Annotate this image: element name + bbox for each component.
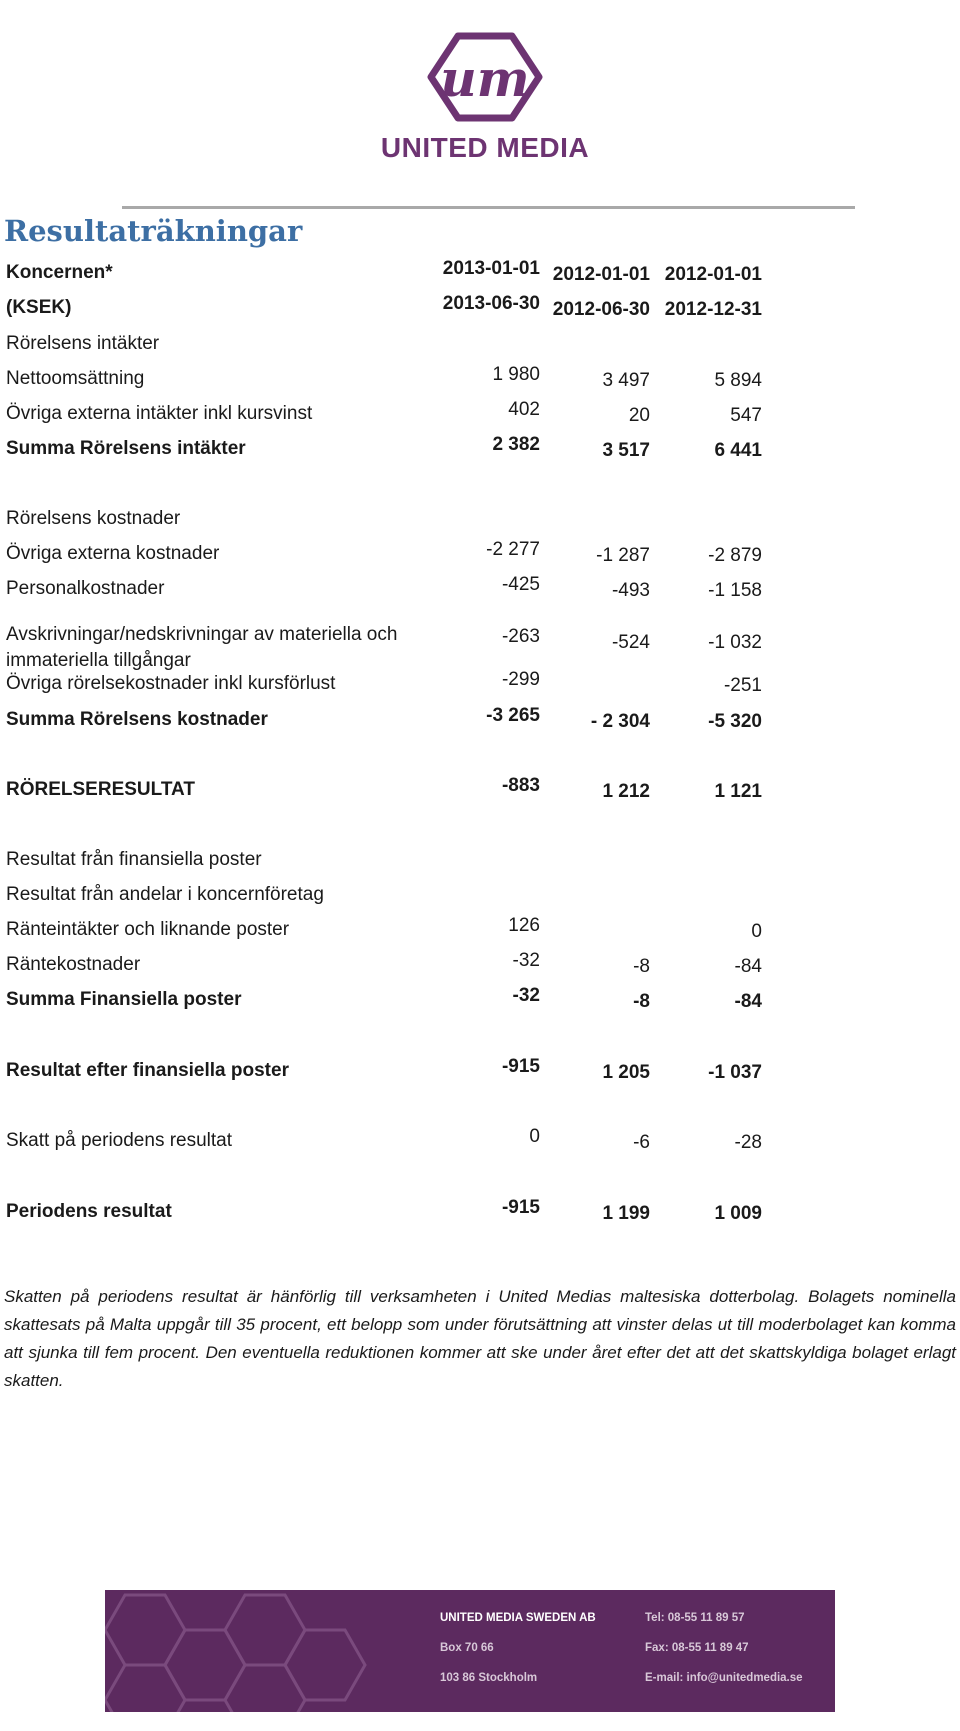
table-row <box>0 669 780 701</box>
footer-banner <box>105 1590 835 1712</box>
row-label-text: Personalkostnader <box>6 578 165 599</box>
row-label <box>6 1060 289 1082</box>
table-row <box>0 705 780 737</box>
row-label <box>6 673 335 695</box>
table-row <box>0 880 780 912</box>
row-label <box>6 297 71 319</box>
footer-fax: Fax: 08-55 11 89 47 <box>645 1642 749 1654</box>
value-cell: -1 158 <box>708 580 762 601</box>
row-label <box>6 919 289 941</box>
row-label-text: Övriga externa intäkter inkl kursvinst <box>6 403 313 424</box>
value-cell: -251 <box>723 675 762 696</box>
value-cell: 3 517 <box>602 440 650 461</box>
table-row <box>0 624 780 671</box>
svg-text:um: um <box>440 49 530 108</box>
value-cell: -5 320 <box>708 711 762 732</box>
row-label-text: Periodens resultat <box>6 1201 172 1222</box>
table-row <box>0 915 780 947</box>
row-label-text: RÖRELSERESULTAT <box>6 779 195 800</box>
table-header-row <box>0 258 780 290</box>
value-cell: -883 <box>501 775 540 796</box>
value-cell: 1 121 <box>714 781 762 802</box>
value-cell: 3 497 <box>602 370 650 391</box>
tax-footnote: Skatten på periodens resultat är hänförlig till verksamheten i United Medias maltesiska dotterbolag. Bolagets nominella skattesats på Malta uppgår till 35 procent, ett belopp som under förutsättning att vinster delas ut till moderbolaget kan komma att sjunka till fem procent. Den eventuella reduktionen kommer att ske under året efter det att det skattskyldiga bolaget erlagt skatten. <box>4 1287 956 1390</box>
table-header-row <box>0 293 780 325</box>
footer-company: UNITED MEDIA SWEDEN AB <box>440 1612 596 1624</box>
table-row <box>0 950 780 982</box>
value-cell: 1 980 <box>492 364 540 385</box>
value-cell: -8 <box>633 991 650 1012</box>
value-cell: -32 <box>512 985 540 1006</box>
value-cell: -1 287 <box>596 545 650 566</box>
page-title: Resultaträkningar <box>4 214 303 248</box>
value-cell: 1 199 <box>602 1203 650 1224</box>
table-row <box>0 539 780 571</box>
value-cell: -915 <box>501 1197 540 1218</box>
row-label <box>6 989 241 1011</box>
row-label-text: Skatt på periodens resultat <box>6 1130 233 1151</box>
row-label-text: Summa Finansiella poster <box>6 989 242 1010</box>
row-label-text: Ränteintäkter och liknande poster <box>6 919 290 940</box>
value-cell: -493 <box>611 580 650 601</box>
table-row <box>0 775 780 807</box>
value-cell: -3 265 <box>486 705 540 726</box>
row-label <box>6 1130 232 1152</box>
row-label-text: Nettoomsättning <box>6 368 145 389</box>
value-cell: 1 212 <box>602 781 650 802</box>
row-label <box>6 578 164 600</box>
row-label-text: Avskrivningar/nedskrivningar av materiella och <box>6 624 398 645</box>
value-cell: -2 879 <box>708 545 762 566</box>
row-label-text: Rörelsens kostnader <box>6 508 181 529</box>
row-label <box>6 709 268 731</box>
table-row <box>0 845 780 877</box>
value-cell: -299 <box>501 669 540 690</box>
value-cell: 2 382 <box>492 434 540 455</box>
value-cell: 2012-12-31 <box>664 299 762 320</box>
row-label-text: Övriga externa kostnader <box>6 543 220 564</box>
table-row <box>0 985 780 1017</box>
value-cell: 2012-06-30 <box>552 299 650 320</box>
footer-email: E-mail: info@unitedmedia.se <box>645 1672 803 1684</box>
value-cell: 126 <box>508 915 540 936</box>
row-label <box>6 884 324 906</box>
table-row <box>0 364 780 396</box>
value-cell: -32 <box>512 950 540 971</box>
value-cell: -1 032 <box>708 632 762 653</box>
row-label <box>6 508 180 530</box>
value-cell: -8 <box>633 956 650 977</box>
row-label-text: Summa Rörelsens intäkter <box>6 438 246 459</box>
row-label-text: Resultat från finansiella poster <box>6 849 262 870</box>
value-cell: -28 <box>734 1132 762 1153</box>
row-label-text: Räntekostnader <box>6 954 141 975</box>
value-cell: -263 <box>501 626 540 647</box>
value-cell: 0 <box>529 1126 540 1147</box>
row-label <box>6 622 397 674</box>
table-row <box>0 574 780 606</box>
value-cell: -6 <box>633 1132 650 1153</box>
table-row <box>0 1197 780 1229</box>
row-label <box>6 333 159 355</box>
value-cell: 2013-01-01 <box>442 258 540 279</box>
row-label-text: (KSEK) <box>6 297 72 318</box>
row-label <box>6 262 113 284</box>
value-cell: 20 <box>628 405 650 426</box>
row-label <box>6 779 195 801</box>
footer-city: 103 86 Stockholm <box>440 1672 538 1684</box>
value-cell: 547 <box>730 405 762 426</box>
value-cell: 402 <box>508 399 540 420</box>
footer-tel: Tel: 08-55 11 89 57 <box>645 1612 745 1624</box>
row-label-text: Övriga rörelsekostnader inkl kursförlust <box>6 673 336 694</box>
value-cell: - 2 304 <box>590 711 650 732</box>
row-label-text: Summa Rörelsens kostnader <box>6 709 268 730</box>
footer-box: Box 70 66 <box>440 1642 494 1654</box>
value-cell: -1 037 <box>708 1062 762 1083</box>
united-media-logo <box>370 30 600 170</box>
value-cell: 1 009 <box>714 1203 762 1224</box>
row-label <box>6 1201 172 1223</box>
row-label <box>6 954 140 976</box>
table-row <box>0 329 780 361</box>
value-cell: -84 <box>734 991 762 1012</box>
row-label-text: immateriella tillgångar <box>6 650 191 671</box>
value-cell: 6 441 <box>714 440 762 461</box>
value-cell: 1 205 <box>602 1062 650 1083</box>
value-cell: -2 277 <box>486 539 540 560</box>
value-cell: -84 <box>734 956 762 977</box>
table-row <box>0 1056 780 1088</box>
row-label <box>6 849 262 871</box>
header-divider <box>122 206 855 209</box>
value-cell: 2013-06-30 <box>442 293 540 314</box>
value-cell: 0 <box>751 921 762 942</box>
row-label <box>6 403 312 425</box>
row-label-text: Resultat från andelar i koncernföretag <box>6 884 324 905</box>
hexagon-logo-icon <box>420 30 550 125</box>
value-cell: -915 <box>501 1056 540 1077</box>
row-label <box>6 543 219 565</box>
value-cell: -524 <box>611 632 650 653</box>
hexagon-pattern-icon <box>105 1590 405 1712</box>
value-cell: -425 <box>501 574 540 595</box>
brand-name: UNITED MEDIA <box>380 132 590 163</box>
row-label <box>6 368 144 390</box>
table-row <box>0 1126 780 1158</box>
row-label <box>6 438 246 460</box>
value-cell: 5 894 <box>714 370 762 391</box>
value-cell: 2012-01-01 <box>664 264 762 285</box>
value-cell: 2012-01-01 <box>552 264 650 285</box>
table-row <box>0 504 780 536</box>
table-row <box>0 399 780 431</box>
table-row <box>0 434 780 466</box>
row-label-text: Koncernen* <box>6 262 113 283</box>
row-label-text: Rörelsens intäkter <box>6 333 160 354</box>
row-label-text: Resultat efter finansiella poster <box>6 1060 289 1081</box>
